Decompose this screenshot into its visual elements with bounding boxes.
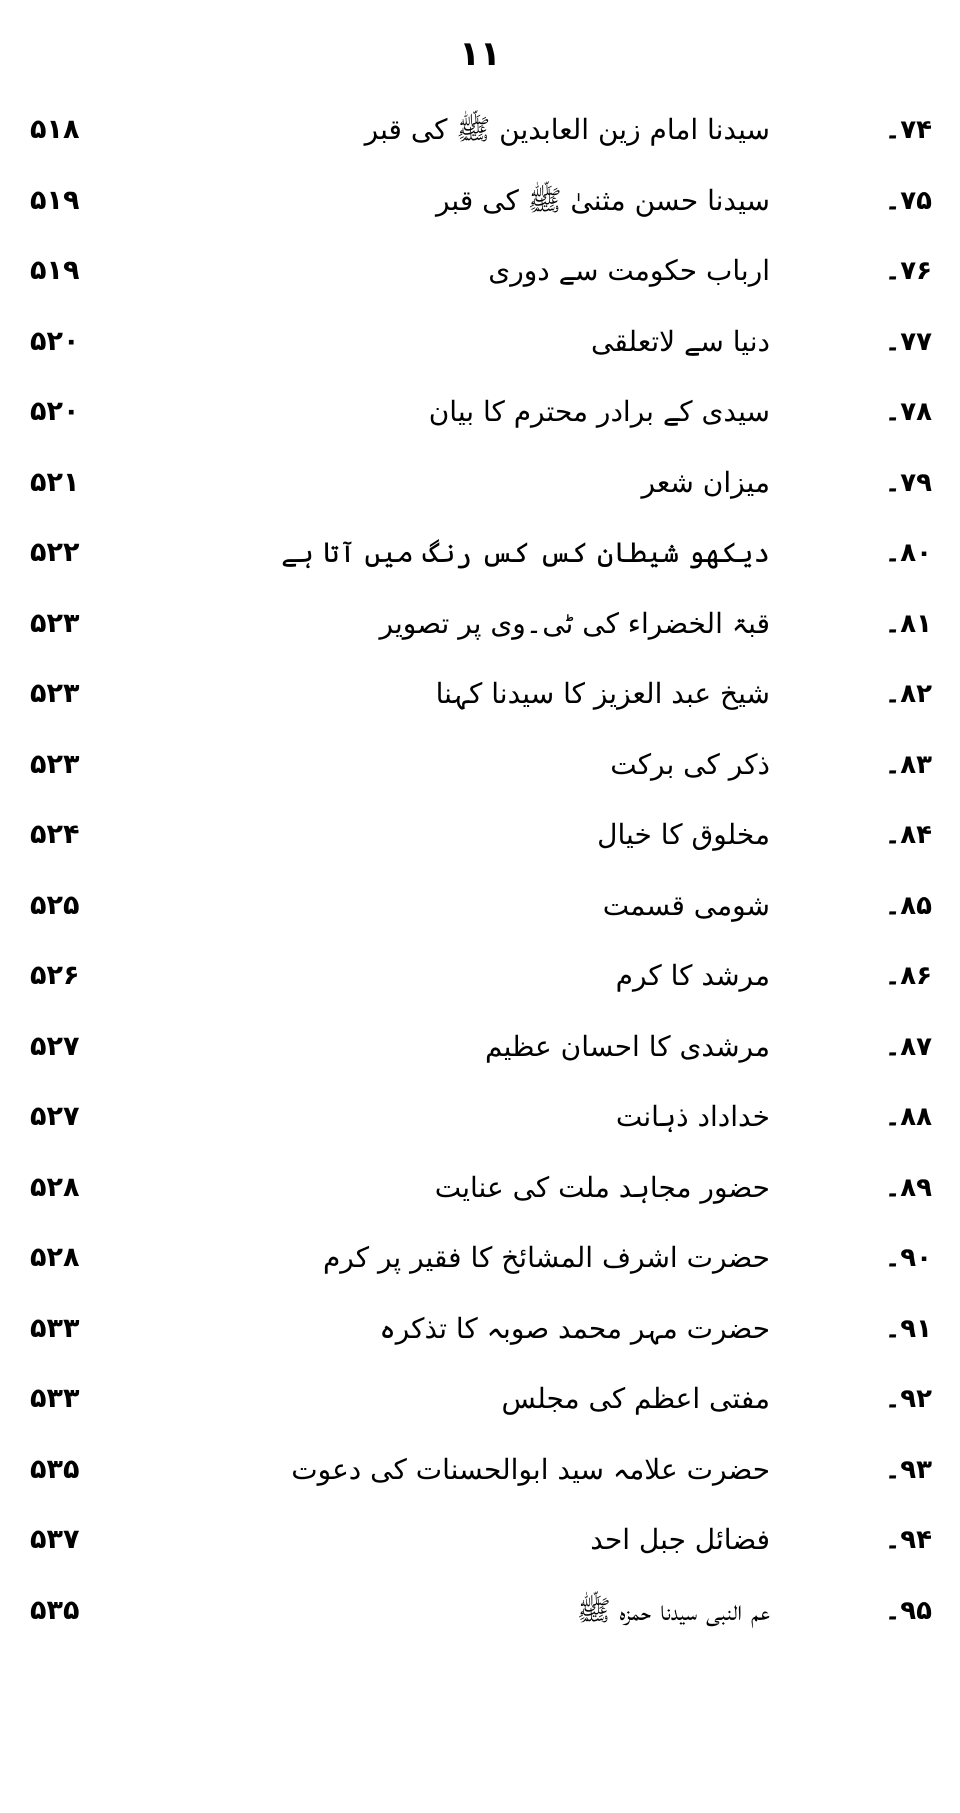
- toc-serial-number: ۸۲۔: [885, 679, 932, 709]
- toc-title: دیکھو شیطان کس کس رنگ میں آتا ہے: [281, 536, 770, 569]
- toc-page-number: ۵۲۶: [30, 960, 80, 991]
- toc-page-number: ۵۳۳: [30, 1312, 80, 1344]
- toc-entry: [0, 1438, 960, 1509]
- toc-serial-number: ۸۷۔: [885, 1031, 932, 1062]
- toc-entry: [0, 662, 960, 733]
- toc-serial-number: ۸۵۔: [885, 890, 932, 921]
- toc-serial-number: ۹۲۔: [885, 1384, 932, 1414]
- toc-page-number: ۵۳۳: [30, 1383, 80, 1414]
- toc-title: قبۃ الخضراء کی ٹی۔وی پر تصویر: [379, 606, 770, 640]
- toc-page-number: ۵۲۷: [30, 1101, 80, 1132]
- toc-page-number: ۵۲۷: [30, 1030, 80, 1062]
- toc-entry: [0, 1156, 960, 1227]
- toc-serial-number: ۸۹۔: [885, 1172, 932, 1203]
- toc-title: عم النبی سیدنا حمزہ ﷺ: [576, 1593, 770, 1627]
- toc-title: دنیا سے لاتعلقی: [591, 324, 770, 358]
- toc-entry: [0, 1015, 960, 1086]
- toc-title: مفتی اعظم کی مجلس: [501, 1382, 770, 1415]
- toc-entry: [0, 1085, 960, 1156]
- toc-title: شومی قسمت: [602, 888, 770, 922]
- toc-entry: [0, 1226, 960, 1297]
- toc-title: میزان شعر: [641, 465, 770, 499]
- toc-serial-number: ۷۷۔: [885, 326, 932, 357]
- toc-title: مخلوق کا خیال: [597, 818, 770, 851]
- toc-serial-number: ۷۸۔: [885, 397, 932, 427]
- toc-serial-number: ۹۱۔: [885, 1313, 932, 1344]
- toc-title: خداداد ذہانت: [615, 1100, 770, 1133]
- toc-page-number: ۵۲۳: [30, 748, 80, 780]
- toc-title: سیدنا امام زین العابدین ﷺ کی قبر: [364, 113, 770, 146]
- toc-title: فضائل جبل احد: [590, 1523, 770, 1556]
- toc-page-number: ۵۲۸: [30, 1242, 80, 1273]
- toc-page-number: ۵۱۹: [30, 184, 80, 216]
- toc-serial-number: ۷۶۔: [885, 256, 932, 286]
- toc-serial-number: ۸۸۔: [885, 1102, 932, 1132]
- toc-title: شیخ عبد العزیز کا سیدنا کہنا: [435, 677, 770, 710]
- table-of-contents: [0, 98, 960, 1649]
- toc-serial-number: ۹۳۔: [885, 1454, 932, 1485]
- toc-page-number: ۵۱۹: [30, 255, 80, 286]
- toc-serial-number: ۸۳۔: [885, 749, 932, 780]
- toc-page-number: ۵۲۵: [30, 889, 80, 921]
- page-number: ۱۱: [459, 34, 501, 74]
- toc-entry: [0, 874, 960, 945]
- toc-entry: [0, 592, 960, 663]
- toc-title: حضرت مہر محمد صوبہ کا تذکرہ: [379, 1311, 770, 1345]
- toc-page-number: ۵۲۰: [30, 396, 80, 427]
- toc-entry: [0, 803, 960, 874]
- toc-entry: [0, 733, 960, 804]
- toc-entry: [0, 1508, 960, 1579]
- toc-title: مرشدی کا احسان عظیم: [484, 1029, 770, 1063]
- toc-page-number: ۵۳۵: [30, 1453, 80, 1485]
- toc-page-number: ۵۲۰: [30, 325, 80, 357]
- toc-serial-number: ۸۴۔: [885, 820, 932, 850]
- toc-serial-number: ۷۵۔: [885, 185, 932, 216]
- toc-serial-number: ۹۰۔: [885, 1243, 932, 1273]
- toc-page-number: ۵۱۸: [30, 114, 80, 145]
- toc-entry: [0, 451, 960, 522]
- toc-title: ارباب حکومت سے دوری: [488, 254, 770, 287]
- toc-page-number: ۵۳۷: [30, 1524, 80, 1555]
- toc-title: ذکر کی برکت: [610, 747, 770, 781]
- toc-page-number: ۵۲۳: [30, 607, 80, 639]
- toc-entry: [0, 521, 960, 592]
- toc-page-number: ۵۲۴: [30, 819, 80, 850]
- toc-title: حضور مجاہد ملت کی عنایت: [434, 1170, 770, 1204]
- toc-serial-number: ۸۱۔: [885, 608, 932, 639]
- toc-serial-number: ۸۶۔: [885, 961, 932, 991]
- toc-entry: [0, 1579, 960, 1650]
- toc-serial-number: ۷۹۔: [885, 467, 932, 498]
- toc-serial-number: ۹۵۔: [885, 1595, 932, 1626]
- toc-entry: [0, 169, 960, 240]
- toc-title: سیدنا حسن مثنیٰ ﷺ کی قبر: [435, 183, 770, 217]
- toc-entry: [0, 380, 960, 451]
- toc-entry: [0, 310, 960, 381]
- toc-title: حضرت علامہ سید ابوالحسنات کی دعوت: [291, 1452, 770, 1486]
- toc-serial-number: ۹۴۔: [885, 1525, 932, 1555]
- toc-entry: [0, 1367, 960, 1438]
- toc-page-number: ۵۲۸: [30, 1171, 80, 1203]
- toc-page-number: ۵۲۲: [30, 537, 80, 568]
- toc-serial-number: ۸۰۔: [885, 538, 932, 568]
- toc-title: مرشد کا کرم: [615, 959, 770, 992]
- toc-page-number: ۵۳۵: [30, 1594, 80, 1626]
- toc-title: حضرت اشرف المشائخ کا فقیر پر کرم: [322, 1241, 770, 1274]
- toc-serial-number: ۷۴۔: [885, 115, 932, 145]
- toc-entry: [0, 98, 960, 169]
- toc-title: سیدی کے برادر محترم کا بیان: [428, 395, 770, 428]
- toc-page-number: ۵۲۱: [30, 466, 80, 498]
- toc-entry: [0, 239, 960, 310]
- toc-entry: [0, 944, 960, 1015]
- toc-page-number: ۵۲۳: [30, 678, 80, 709]
- toc-entry: [0, 1297, 960, 1368]
